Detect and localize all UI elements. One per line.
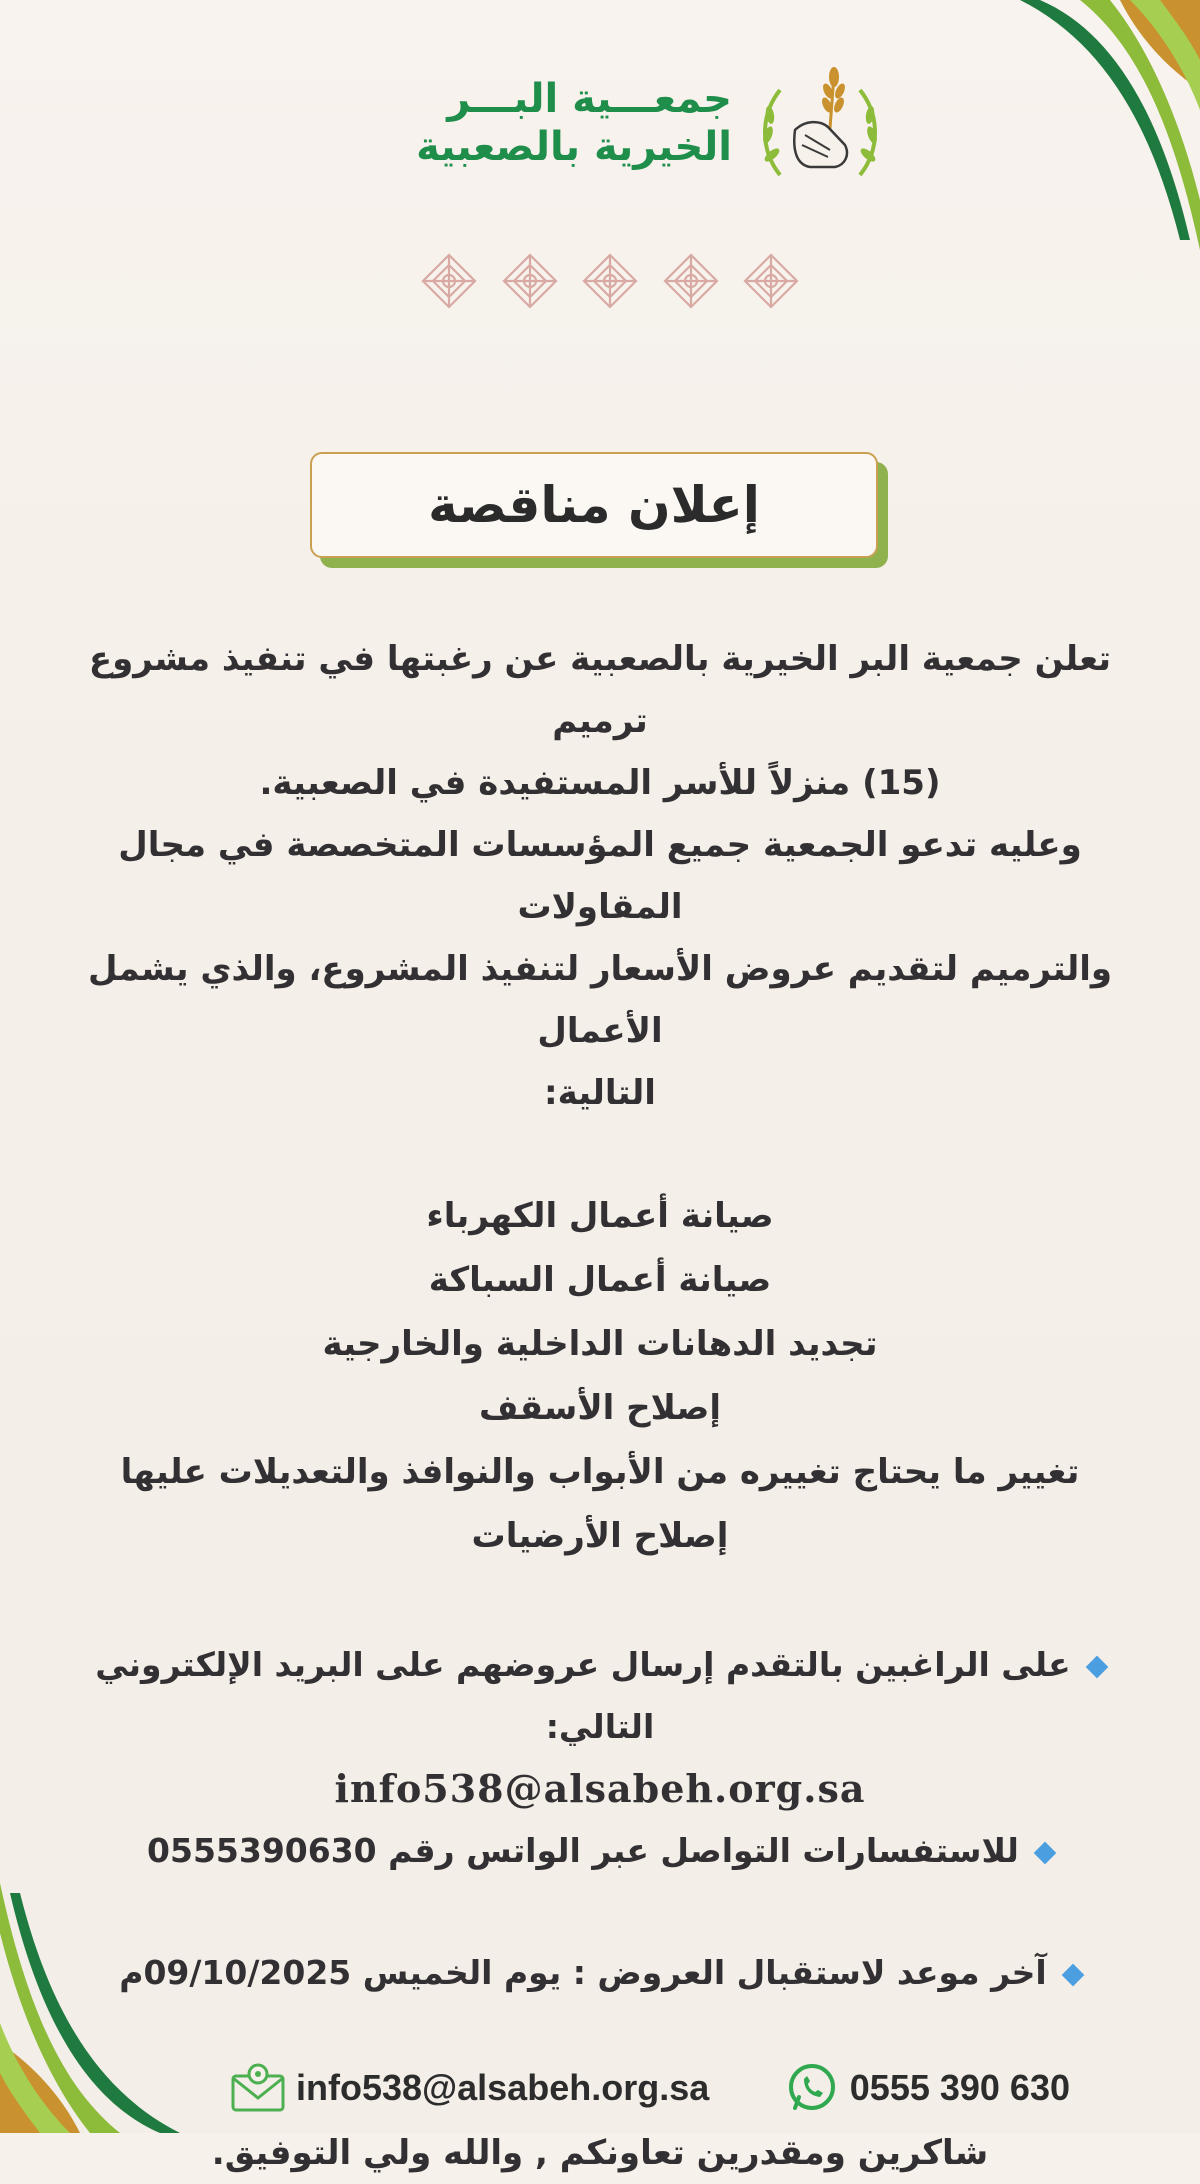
contact-footer: [230, 2060, 1070, 2116]
works-list: [40, 1184, 1160, 1568]
deadline-text: آخر موعد لاستقبال العروض : يوم الخميس 09/10/2025م: [119, 1953, 1047, 1992]
submission-row: [40, 1634, 1160, 1758]
ornament-icon: [742, 252, 800, 310]
inquiries-text: للاستفسارات التواصل عبر الواتس رقم 0555390630: [147, 1831, 1019, 1870]
ornament-icon: [420, 252, 478, 310]
submission-email-link[interactable]: info538@alsabeh.org.sa: [334, 1766, 866, 1811]
footer-email-text: info538@alsabeh.org.sa: [296, 2067, 710, 2108]
intro-line: وعليه تدعو الجمعية جميع المؤسسات المتخصصة في مجال المقاولات: [118, 825, 1082, 927]
work-item: تغيير ما يحتاج تغييره من الأبواب والنوافذ والتعديلات عليها: [120, 1452, 1080, 1492]
ornament-icon: [501, 252, 559, 310]
wheat-hand-emblem-icon: [750, 55, 890, 195]
ornament-icon: [581, 252, 639, 310]
logo-text: [416, 75, 732, 171]
logo-line-1: جمعـــية البـــر: [447, 76, 732, 122]
work-item: إصلاح الأرضيات: [471, 1516, 729, 1556]
whatsapp-icon: [784, 2062, 840, 2114]
intro-line: التالية:: [544, 1073, 656, 1113]
work-item: صيانة أعمال الكهرباء: [426, 1196, 774, 1236]
announcement-body: [40, 628, 1160, 2184]
intro-line: والترميم لتقديم عروض الأسعار لتنفيذ المشروع، والذي يشمل الأعمال: [87, 949, 1113, 1051]
instructions: [40, 1634, 1160, 2004]
closing-text: شاكرين ومقدرين تعاونكم , والله ولي التوفيق.: [211, 2133, 989, 2173]
diamond-bullet-icon: [1034, 1841, 1057, 1864]
footer-phone[interactable]: [784, 2062, 1070, 2114]
diamond-bullet-icon: [1061, 1963, 1084, 1986]
logo-line-2: الخيرية بالصعبية: [416, 124, 732, 170]
diamond-bullet-icon: [1085, 1655, 1108, 1678]
submission-text: على الراغبين بالتقدم إرسال عروضهم على البريد الإلكتروني التالي:: [95, 1645, 1071, 1746]
ornament-icon: [662, 252, 720, 310]
intro-line: (15) منزلاً للأسر المستفيدة في الصعبية.: [259, 763, 941, 803]
footer-email[interactable]: [230, 2062, 709, 2114]
title-box: [310, 452, 878, 558]
footer-phone-text: 0555 390 630: [849, 2067, 1070, 2108]
deadline-row: [40, 1942, 1160, 2004]
work-item: تجديد الدهانات الداخلية والخارجية: [322, 1324, 878, 1364]
work-item: إصلاح الأسقف: [478, 1388, 722, 1428]
title-frame: [310, 452, 878, 558]
organization-logo: [370, 55, 890, 195]
ornament-row: [420, 252, 800, 312]
inquiries-row: [40, 1820, 1160, 1882]
intro-line: تعلن جمعية البر الخيرية بالصعبية عن رغبتها في تنفيذ مشروع ترميم: [88, 639, 1112, 741]
corner-decoration-top-right: [980, 0, 1200, 260]
page-title: إعلان مناقصة: [428, 476, 760, 534]
intro-paragraph: [40, 628, 1160, 1124]
email-icon: [230, 2062, 286, 2114]
work-item: صيانة أعمال السباكة: [428, 1260, 772, 1300]
